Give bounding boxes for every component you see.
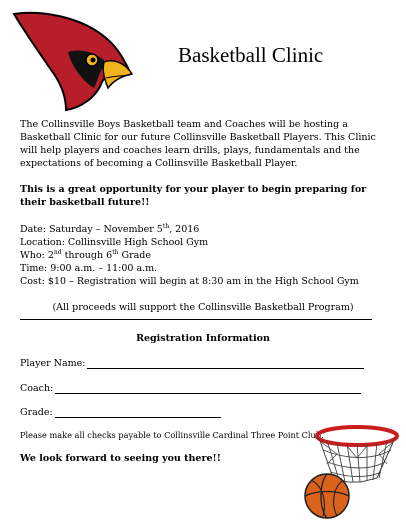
coach-line[interactable] — [55, 383, 361, 394]
player-name-field[interactable] — [20, 355, 364, 369]
player-name-line[interactable] — [87, 358, 364, 369]
basketball-hoop-net-icon — [297, 420, 401, 520]
divider — [20, 319, 372, 320]
grade-line[interactable] — [55, 407, 221, 418]
intro-paragraph: The Collinsville Boys Basketball team and Coaches will be hosting a Basketball Clinic for our future Collinsville Basketball Players. This Clinic will help players and coaches learn drills, plays, fundamentals and the expectations of becoming a Collinsville Basketball Player. — [20, 119, 376, 169]
highlight-paragraph: This is a great opportunity for your player to begin preparing for their basketball future!! — [20, 184, 367, 208]
closing-line: We look forward to seeing you there!! — [20, 453, 221, 464]
time-line: Time: 9:00 a.m. – 11:00 a.m. — [20, 263, 158, 274]
page-title: Basketball Clinic — [178, 43, 324, 67]
who-line: Who: 2nd through 6th Grade — [20, 248, 152, 261]
cardinal-logo-icon — [10, 8, 134, 112]
grade-label: Grade: — [20, 407, 53, 418]
cost-line: Cost: $10 – Registration will begin at 8:30 am in the High School Gym — [20, 276, 359, 287]
coach-label: Coach: — [20, 383, 54, 394]
coach-field[interactable] — [20, 380, 361, 394]
player-name-label: Player Name: — [20, 358, 86, 369]
grade-field[interactable] — [20, 404, 221, 418]
date-line: Date: Saturday – November 5th, 2016 — [20, 222, 200, 235]
checks-note: Please make all checks payable to Collinsville Cardinal Three Point Club. — [20, 430, 324, 440]
proceeds-note: (All proceeds will support the Collinsville Basketball Program) — [52, 302, 354, 313]
location-line: Location: Collinsville High School Gym — [20, 237, 209, 248]
registration-heading: Registration Information — [136, 333, 270, 344]
